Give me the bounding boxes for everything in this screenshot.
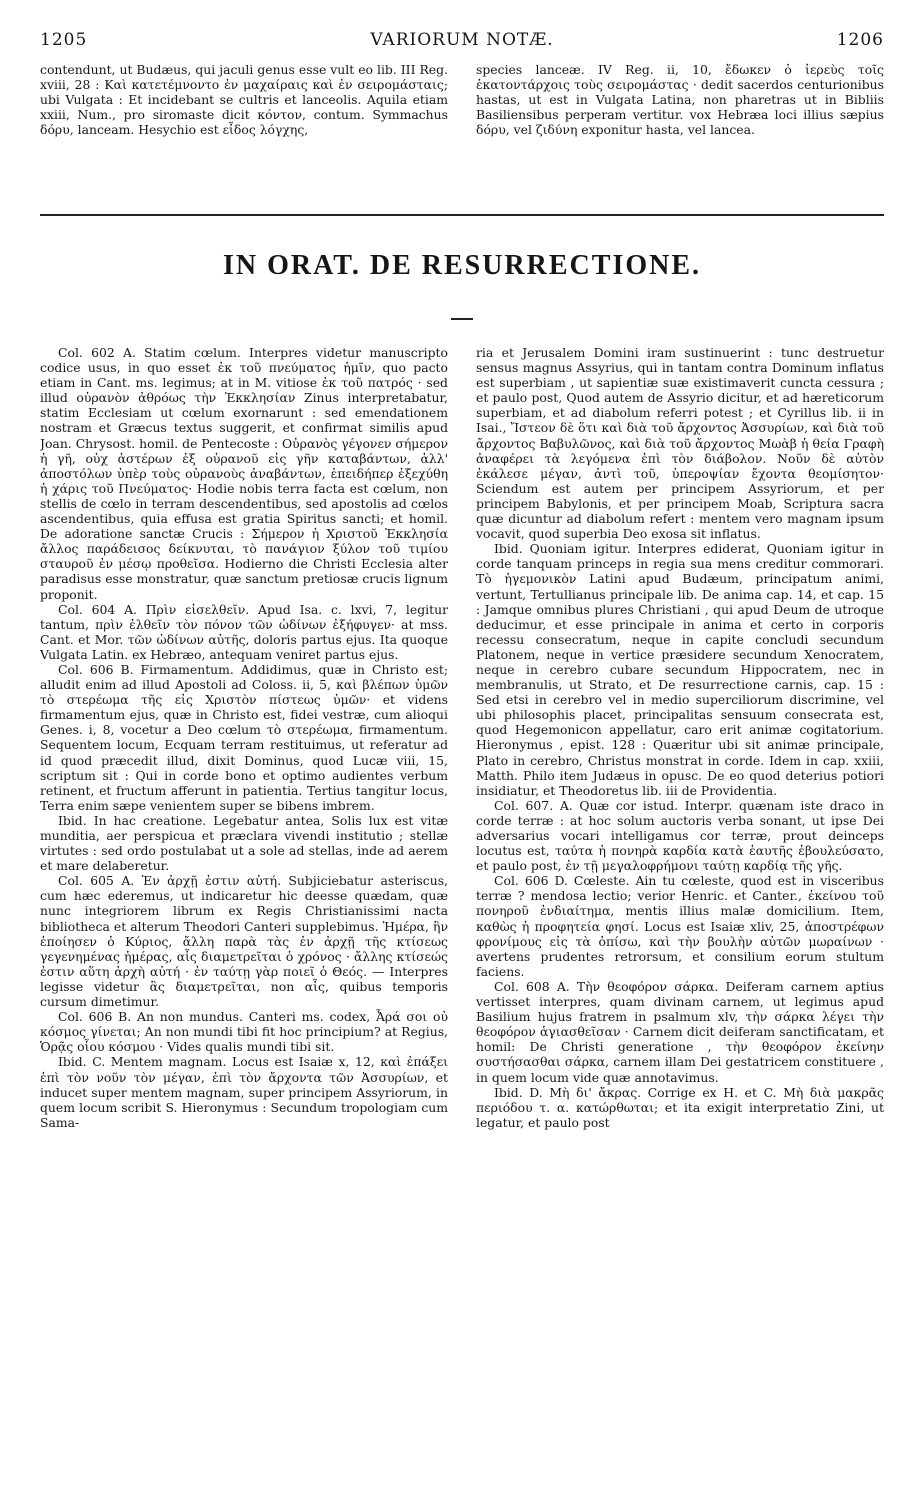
paragraph: contendunt, ut Budæus, qui jaculi genus esse vult eo lib. III Reg. xviii, 28 : Καὶ κατετέμνοντο ἐν μαχαίραις καὶ ἐν σειρομάσταις; ubi Vulgata : Et incidebant se cultris et lanceolis. Aquila etiam xxiii, Num., pro siromaste dicit κόντον, contum. Symmachus δόρυ, lanceam. Hesychio est εἶδος λόγχης, <box>40 62 448 138</box>
note-paragraph: ria et Jerusalem Domini iram sustinuerint : tunc destruetur sensus magnus Assyrius, qui in tantam contra Dominum inflatus est superbiam , ut sapientiæ suæ existimaverit cuncta cessura ; et paulo post, Quod autem de Assyrio dicitur, et ad hæreticorum superbiam, et ad diabolum referri potest ; et Cyrillus lib. ii in Isai., Ἴστεον δὲ ὅτι καὶ διὰ τοῦ ἄρχοντος Ἀσσυρίων, καὶ διὰ τοῦ ἄρχοντος Βαβυλῶνος, καὶ διὰ τοῦ ἄρχοντος Μωὰβ ἡ θεία Γραφὴ ἀναφέρει τὰ λεγόμενα ἐπὶ τὸν διάβολον. Νοῦν δὲ αὐτὸν ἐκάλεσε μέγαν, ἀντὶ τοῦ, ὑπεροψίαν ἔχοντα θεομίσητον· Sciendum est autem per principem Assyriorum, et per principem Babylonis, et per principem Moab, Scriptura sacra quæ dicuntur ad diabolum refert : mentem vero magnam ipsum vocavit, quod superbia Deo exosa sit inflatus. <box>476 345 884 542</box>
note-paragraph: Col. 605 A. Ἐν ἀρχῇ ἐστιν αὐτή. Subjiciebatur asteriscus, cum hæc ederemus, ut indicaretur hic deesse quædam, quæ nunc integriorem librum ex Regis Christianissimi nacta bibliotheca et alterum Theodori Canteri supplebimus. Ἡμέρα, ἣν ἐποίησεν ὁ Κύριος, ἄλλη παρὰ τὰς ἐν ἀρχῇ τῆς κτίσεως γεγενημένας ἡμέρας, αἷς διαμετρεῖται ὁ χρόνος · ἄλλης κτίσεώς ἐστιν αὕτη ἀρχὴ αὐτή · ἐν ταύτῃ γὰρ ποιεῖ ὁ Θεός. — Interpres legisse videtur ἃς διαμετρεῖται, non αἷς, quibus temporis cursum dimetimur. <box>40 873 448 1010</box>
section-title: IN ORAT. DE RESURRECTIONE. <box>222 250 702 281</box>
page-header <box>40 30 884 54</box>
page-number-right: 1206 <box>836 30 884 50</box>
main-columns <box>40 345 884 1485</box>
note-paragraph: Col. 602 A. Statim cœlum. Interpres videtur manuscripto codice usus, in quo esset ἐκ τοῦ πνεύματος ἡμῖν, quo pacto etiam in Cant. ms. legimus; at in M. vitiose ἐκ τοῦ πατρός · sed illud οὐρανὸν ἀθρόως τὴν Ἐκκλησίαν Zinus interpretabatur, statim Ecclesiam ut cœlum exornarunt : sed emendationem nostram et Græcus textus suggerit, et confirmat similis apud Joan. Chrysost. homil. de Pentecoste : Οὐρανὸς γέγονεν σήμερον ἡ γῆ, οὐχ ἀστέρων ἐξ οὐρανοῦ εἰς γῆν καταβάντων, ἀλλ' ἀποστόλων ὑπὲρ τοὺς οὐρανοὺς ἀναβάντων, ἐπειδήπερ ἐξεχύθη ἡ χάρις τοῦ Πνεύματος· Hodie nobis terra facta est cœlum, non stellis de cœlo in terram descendentibus, sed apostolis ad cœlos ascendentibus, quia effusa est gratia Spiritus sancti; et homil. De adoratione sanctæ Crucis : Σήμερον ἡ Χριστοῦ Ἐκκλησία ἄλλος παράδεισος δείκνυται, τὸ πανάγιον ξύλον τοῦ τιμίου σταυροῦ ἐν μέσῳ προθεῖσα. Hodierno die Christi Ecclesia alter paradisus esse monstratur, quæ sanctum pretiosæ crucis lignum proponit. <box>40 345 448 602</box>
top-right-column <box>476 62 884 180</box>
note-paragraph: Ibid. C. Mentem magnam. Locus est Isaiæ x, 12, καὶ ἐπάξει ἐπὶ τὸν νοῦν τὸν μέγαν, ἐπὶ τὸν ἄρχοντα τῶν Ἀσσυρίων, et inducet super mentem magnam, super principem Assyriorum, in quem locum scribit S. Hieronymus : Secundum tropologiam cum Sama- <box>40 1054 448 1130</box>
note-paragraph: Col. 606 B. Firmamentum. Addidimus, quæ in Christo est; alludit enim ad illud Apostoli ad Coloss. ii, 5, καὶ βλέπων ὑμῶν τὸ στερέωμα τῆς εἰς Χριστὸν πίστεως ὑμῶν· et videns firmamentum ejus, quæ in Christo est, fidei vestræ, cum alioqui Genes. i, 8, vocetur a Deo cœlum τὸ στερέωμα, firmamentum. Sequentem locum, Ecquam terram restituimus, ut referatur ad id quod præcedit illud, dixit Dominus, quod Lucæ viii, 15, scriptum sit : Qui in corde bono et optimo audientes verbum retinent, et fructum afferunt in patientia. Tertius tangitur locus, Terra enim sæpe venientem super se bibens imbrem. <box>40 661 448 813</box>
note-paragraph: Ibid. Quoniam igitur. Interpres ediderat, Quoniam igitur in corde tanquam princeps in regia sua mens creditur commorari. Τὸ ἡγεμονικὸν Latini apud Budæum, principatum animi, vertunt, Tertullianus principale lib. De anima cap. 14, et cap. 15 : Jamque omnibus plures Christiani , qui apud Deum de utroque deducimur, et esse principale in anima et certo in corporis recessu consecratum, neque in capite concludi secundum Platonem, neque in vertice præsidere secundum Xenocratem, neque in cerebro cubare secundum Hippocratem, nec in membranulis, ut Strato, et De resurrectione carnis, cap. 15 : Sed etsi in cerebro vel in medio superciliorum discrimine, vel ubi philosophis placet, principalitas sensuum consecrata est, quod Hegemonicon appellatur, caro erit animæ cogitatorium. Hieronymus , epist. 128 : Quæritur ubi sit animæ principale, Plato in cerebro, Christus monstrat in corde. Idem in cap. xxiii, Matth. Philo item Judæus in opusc. De eo quod deterius potiori insidiatur, et Theodoretus lib. iii de Providentia. <box>476 541 884 798</box>
top-left-column <box>40 62 448 180</box>
note-paragraph: Ibid. D. Μὴ δι' ἄκρας. Corrige ex H. et C. Μὴ διὰ μακρᾶς περιόδου τ. α. κατώρθωται; et ita exigit interpretatio Zini, ut legatur, et paulo post <box>476 1084 884 1130</box>
title-dash <box>451 318 473 320</box>
running-title: VARIORUM NOTÆ. <box>370 30 554 50</box>
note-paragraph: Col. 608 A. Τὴν θεοφόρον σάρκα. Deiferam carnem aptius vertisset interpres, quam divinam carnem, ut legimus apud Basilium hujus fratrem in psalmum xlv, τὴν σάρκα λέγει τὴν θεοφόρον ἁγιασθεῖσαν · Carnem dicit deiferam sanctificatam, et homil: De Christi generatione , τὴν θεοφόρον ἐκείνην συστήσασθαι σάρκα, carnem illam Dei gestatricem constituere , in quem locum vide quæ annotavimus. <box>476 978 884 1085</box>
note-paragraph: Col. 604 A. Πρὶν εἰσελθεῖν. Apud Isa. c. lxvi, 7, legitur tantum, πρὶν ἐλθεῖν τὸν πόνον τῶν ὠδίνων ἐξήφυγεν· at mss. Cant. et Mor. τῶν ὠδίνων αὐτῆς, doloris partus ejus. Ita quoque Vulgata Latin. ex Hebræo, antequam veniret partus ejus. <box>40 601 448 662</box>
note-paragraph: Col. 606 D. Cœleste. Ain tu cœleste, quod est in visceribus terræ ? mendosa lectio; verior Henric. et Canter., ἐκείνου τοῦ πονηροῦ ἐνδιαίτημα, mentis illius malæ domicilium. Item, καθὼς ἡ προφητεία φησί. Locus est Isaiæ xliv, 25, ἀποστρέφων φρονίμους εἰς τὰ ὀπίσω, καὶ τὴν βουλὴν αὐτῶν μωραίνων · avertens prudentes retrorsum, et consilium eorum stultum faciens. <box>476 873 884 979</box>
note-paragraph: Col. 606 B. An non mundus. Canteri ms. codex, Ἆρά σοι οὐ κόσμος γίνεται; An non mundi tibi fit hoc principium? at Regius, Ὁρᾷς οἷου κόσμου · Vides qualis mundi tibi sit. <box>40 1009 448 1055</box>
paragraph: species lanceæ. IV Reg. ii, 10, ἔδωκεν ὁ ἱερεὺς τοῖς ἑκατοντάρχοις τοὺς σειρομάστας · dedit sacerdos centurionibus hastas, ut est in Vulgata Latina, non pharetras ut in Bibliis Basiliensibus perperam vertitur. vox Hebræa loci illius sæpius δόρυ, vel ζιδύνη exponitur hasta, vel lancea. <box>476 62 884 138</box>
note-paragraph: Ibid. In hac creatione. Legebatur antea, Solis lux est vitæ munditia, aer perspicua et præclara vivendi institutio ; stellæ virtutes : sed ordo postulabat ut a sole ad stellas, inde ad aerem et mare delaberetur. <box>40 812 448 874</box>
top-continuation <box>40 62 884 180</box>
right-column <box>476 345 884 1485</box>
section-divider <box>40 214 884 216</box>
page-number-left: 1205 <box>40 30 88 50</box>
note-paragraph: Col. 607. A. Quæ cor istud. Interpr. quænam iste draco in corde terræ : at hoc solum auctoris verba sonant, ut ipse Dei adversarius vocari intelligamus cor terræ, prout deinceps locutus est, ταύτα ἡ πονηρὰ καρδία κατὰ ἑαυτῆς ἐβουλεύσατο, et paulo post, ἐν τῇ μεγαλοφρήμονι ταύτῃ καρδίᾳ τῆς γῆς. <box>476 797 884 874</box>
left-column <box>40 345 448 1485</box>
